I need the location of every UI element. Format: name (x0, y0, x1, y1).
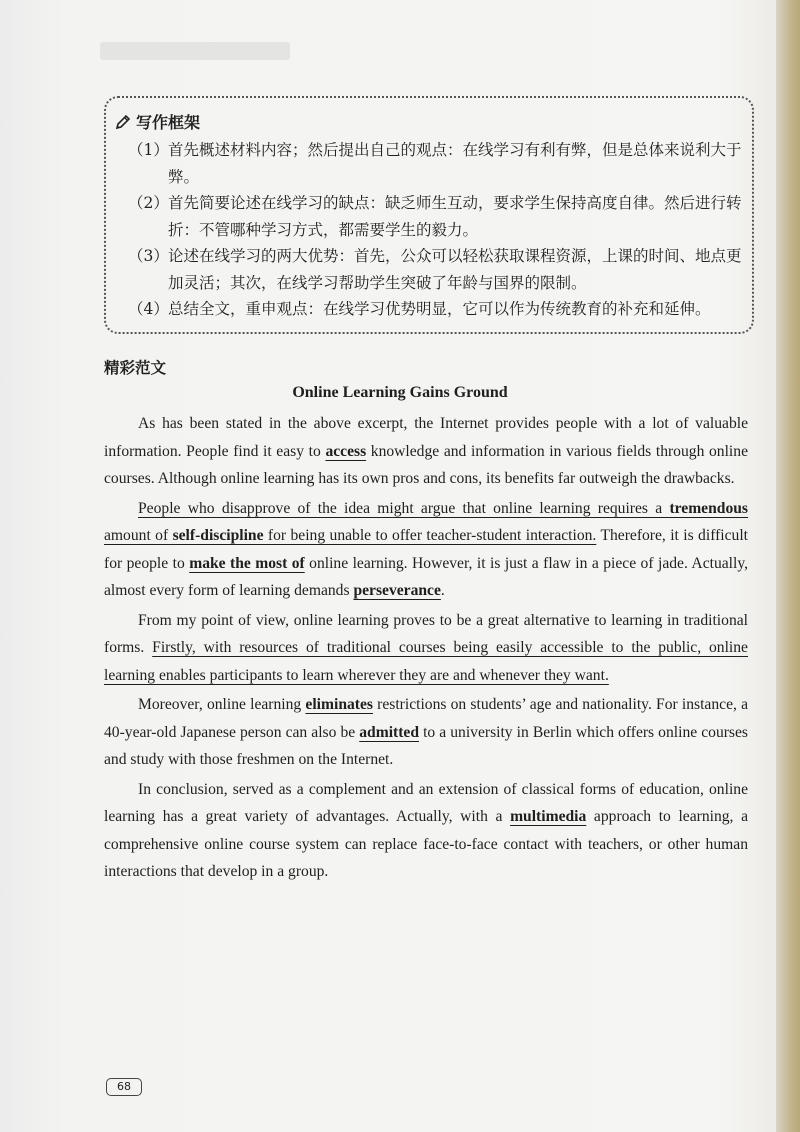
text-run: knowledge and information in various fields through online courses. Although online learning has its own pros and cons, its benefits far outweigh the drawbacks. (104, 442, 748, 487)
highlighted-term: eliminates (305, 696, 373, 713)
highlighted-term: perseverance (353, 582, 441, 599)
text-run: Moreover, online learning (138, 696, 306, 713)
framework-step (128, 296, 746, 323)
text-run: From my point of view, online learning proves to be a great alternative to learning in traditional forms. (104, 611, 748, 656)
text-run: Therefore, it is difficult for people to (104, 527, 749, 572)
framework-step (128, 243, 746, 296)
essay-body (104, 410, 748, 886)
step-text: 首先简要论述在线学习的缺点：缺乏师生互动，要求学生保持高度自律。然后进行转折：不管哪种学习方式，都需要学生的毅力。 (168, 194, 742, 239)
model-essay-heading: 精彩范文 (104, 359, 167, 377)
framework-steps (128, 137, 746, 323)
step-number: （1） (128, 141, 169, 159)
text-run: In conclusion, served as a complement and an extension of classical forms of education, online learning has a great variety of advantages. Actually, with a (104, 780, 748, 825)
essay-paragraph-1 (104, 410, 748, 493)
text-run: approach to learning, a comprehensive online course system can replace face-to-face contact with teachers, or other human interactions that develop in a group. (104, 808, 748, 880)
text-run: . (440, 582, 445, 599)
framework-step (128, 137, 746, 190)
step-number: （4） (128, 300, 169, 318)
highlighted-term: tremendous (669, 499, 748, 517)
framework-title (114, 110, 200, 133)
step-text: 论述在线学习的两大优势：首先，公众可以轻松获取课程资源，上课的时间、地点更加灵活；其次，在线学习帮助学生突破了年龄与国界的限制。 (168, 247, 742, 292)
running-header (100, 42, 290, 60)
step-text: 总结全文，重申观点：在线学习优势明显，它可以作为传统教育的补充和延伸。 (168, 300, 711, 318)
book-spine-edge (776, 0, 800, 1132)
text-run: As has been stated in the above excerpt, the Internet provides people with a lot of valuable information. People find it easy to (104, 415, 748, 460)
text-run: for being unable to offer teacher-student interaction. (263, 527, 597, 544)
pencil-icon (114, 113, 132, 131)
essay-title: Online Learning Gains Ground (292, 384, 508, 401)
step-number: （2） (128, 194, 169, 212)
highlighted-term: multimedia (510, 808, 587, 825)
highlighted-term: admitted (359, 723, 420, 741)
page-number: 68 (106, 1078, 142, 1096)
text-run: to a university in Berlin which offers online courses and study with those freshmen on the Internet. (104, 723, 748, 768)
essay-paragraph-5 (104, 776, 748, 886)
highlighted-term: self-discipline (172, 527, 264, 544)
text-run: amount of (104, 527, 173, 544)
framework-title-text: 写作框架 (136, 113, 201, 132)
text-run: restrictions on students’ age and nationality. For instance, a 40-year-old Japanese person can also be (104, 696, 749, 741)
underlined-sentence: Firstly, with resources of traditional courses being easily accessible to the public, online learning enables participants to learn wherever they are and whenever they want. (104, 639, 748, 684)
step-text: 首先概述材料内容；然后提出自己的观点：在线学习有利有弊，但是总体来说利大于弊。 (168, 141, 742, 186)
text-run: online learning. However, it is just a flaw in a piece of jade. Actually, almost every form of learning demands (104, 554, 749, 599)
essay-paragraph-2 (104, 495, 748, 605)
essay-paragraph-4 (104, 691, 748, 774)
framework-step (128, 190, 746, 243)
highlighted-term: make the most of (189, 554, 305, 572)
text-run: People who disapprove of the idea might argue that online learning requires a (138, 499, 670, 517)
highlighted-term: access (325, 442, 367, 460)
step-number: （3） (128, 247, 169, 265)
essay-paragraph-3 (104, 607, 748, 690)
